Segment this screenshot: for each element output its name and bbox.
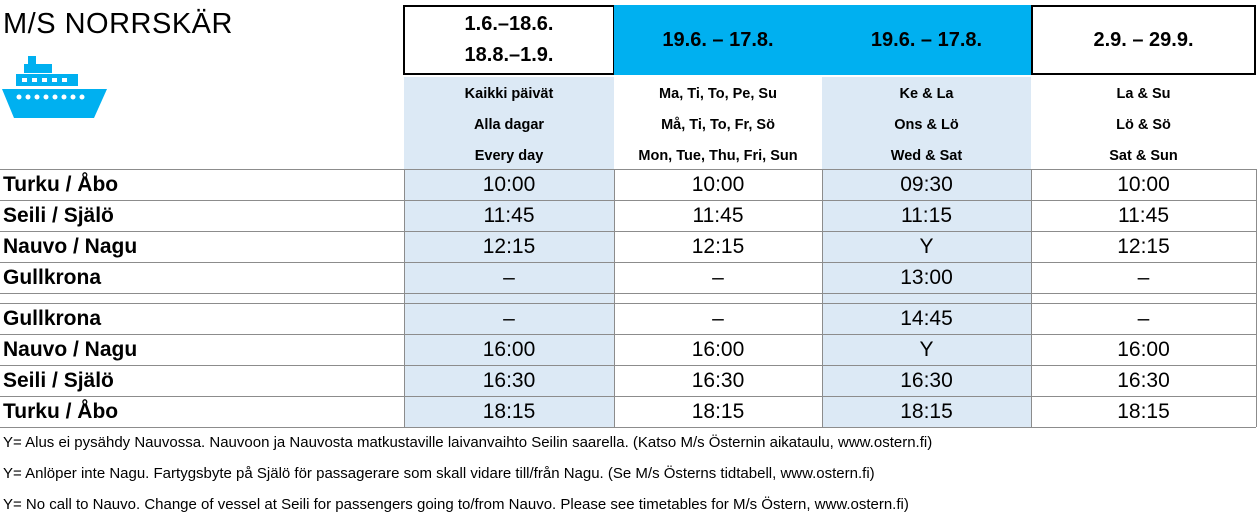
column-divider	[614, 169, 615, 427]
column-divider	[1256, 169, 1257, 427]
departure-time: 16:30	[691, 369, 745, 392]
period-text: 2.9. – 29.9.	[1093, 28, 1194, 51]
stop-name: Turku / Åbo	[3, 400, 119, 423]
departure-time: 18:15	[691, 400, 745, 423]
departure-time: 16:00	[1117, 338, 1170, 361]
weekday-label: Every day	[474, 148, 544, 164]
departure-time: 16:30	[1117, 369, 1170, 392]
departure-time: 16:30	[482, 369, 536, 392]
departure-time: 10:00	[482, 173, 536, 196]
stop-name: Turku / Åbo	[3, 173, 119, 196]
departure-time: –	[712, 266, 724, 289]
row-divider	[0, 396, 1256, 397]
footnote: Y= Anlöper inte Nagu. Fartygsbyte på Själö för passagerare som skall vidare till/från Nagu. (Se M/s Österns tidtabell, www.ostern.fi)	[3, 465, 875, 482]
departure-time: 16:30	[900, 369, 953, 392]
stop-name: Seili / Själö	[3, 204, 114, 227]
departure-time: 10:00	[691, 173, 745, 196]
stop-name: Nauvo / Nagu	[3, 338, 138, 361]
stop-name: Gullkrona	[3, 266, 102, 289]
weekday-label: Lö & Sö	[1116, 117, 1171, 133]
period-header-3	[822, 5, 1031, 75]
row-divider	[0, 334, 1256, 335]
stop-name: Seili / Själö	[3, 369, 114, 392]
departure-time: 11:15	[901, 204, 952, 227]
departure-time: Y	[919, 235, 934, 258]
departure-time: 14:45	[900, 307, 953, 330]
period-text: 19.6. – 17.8.	[870, 28, 983, 51]
departure-time: 12:15	[1117, 235, 1170, 258]
departure-time: –	[503, 266, 515, 289]
period-text: 19.6. – 17.8.	[662, 28, 774, 51]
column-divider	[822, 169, 823, 427]
weekday-label: Ke & La	[899, 86, 954, 102]
departure-time: 16:00	[482, 338, 536, 361]
weekday-label: Ons & Lö	[894, 117, 959, 133]
departure-time: 12:15	[691, 235, 745, 258]
weekday-label: La & Su	[1116, 86, 1171, 102]
row-divider	[0, 293, 1256, 294]
period-header-1	[403, 5, 615, 75]
row-divider	[0, 169, 1256, 170]
weekday-label: Mon, Tue, Thu, Fri, Sun	[638, 148, 798, 164]
stop-name: Nauvo / Nagu	[3, 235, 138, 258]
departure-time: 18:15	[900, 400, 953, 423]
period-text: 1.6.–18.6. 18.8.–1.9.	[464, 13, 554, 66]
row-divider	[0, 365, 1256, 366]
weekday-label: Må, Ti, To, Fr, Sö	[661, 117, 775, 133]
vessel-title: M/S NORRSKÄR	[3, 8, 233, 40]
departure-time: 16:00	[691, 338, 745, 361]
departure-time: 11:45	[483, 204, 535, 227]
departure-time: 10:00	[1117, 173, 1170, 196]
weekday-label: Sat & Sun	[1109, 148, 1178, 164]
row-divider	[0, 427, 1256, 428]
period-header-2	[614, 5, 822, 75]
departure-time: –	[503, 307, 515, 330]
footnote: Y= Alus ei pysähdy Nauvossa. Nauvoon ja Nauvosta matkustaville laivanvaihto Seilin saarella. (Katso M/s Östernin aikataulu, www.ostern.fi)	[3, 434, 933, 451]
departure-time: 09:30	[900, 173, 953, 196]
column-divider	[404, 169, 405, 427]
row-divider	[0, 200, 1256, 201]
ship-icon	[2, 52, 107, 122]
weekday-label: Alla dagar	[473, 117, 545, 133]
departure-time: 13:00	[900, 266, 953, 289]
departure-time: 11:45	[692, 204, 744, 227]
row-divider	[0, 262, 1256, 263]
departure-time: 18:15	[1117, 400, 1170, 423]
departure-time: –	[712, 307, 724, 330]
stop-name: Gullkrona	[3, 307, 102, 330]
departure-time: 12:15	[482, 235, 536, 258]
weekday-label: Ma, Ti, To, Pe, Su	[659, 86, 777, 102]
departure-time: –	[1137, 307, 1150, 330]
weekday-label: Wed & Sat	[890, 148, 963, 164]
departure-time: 18:15	[482, 400, 536, 423]
departure-time: Y	[919, 338, 934, 361]
footnote: Y= No call to Nauvo. Change of vessel at Seili for passengers going to/from Nauvo. Please see timetables for M/s Östern, www.ostern.fi)	[3, 496, 909, 513]
period-header-4	[1031, 5, 1256, 75]
departure-time: –	[1137, 266, 1150, 289]
column-divider	[1031, 169, 1032, 427]
weekday-label: Kaikki päivät	[464, 86, 554, 102]
departure-time: 11:45	[1118, 204, 1169, 227]
row-divider	[0, 303, 1256, 304]
row-divider	[0, 231, 1256, 232]
